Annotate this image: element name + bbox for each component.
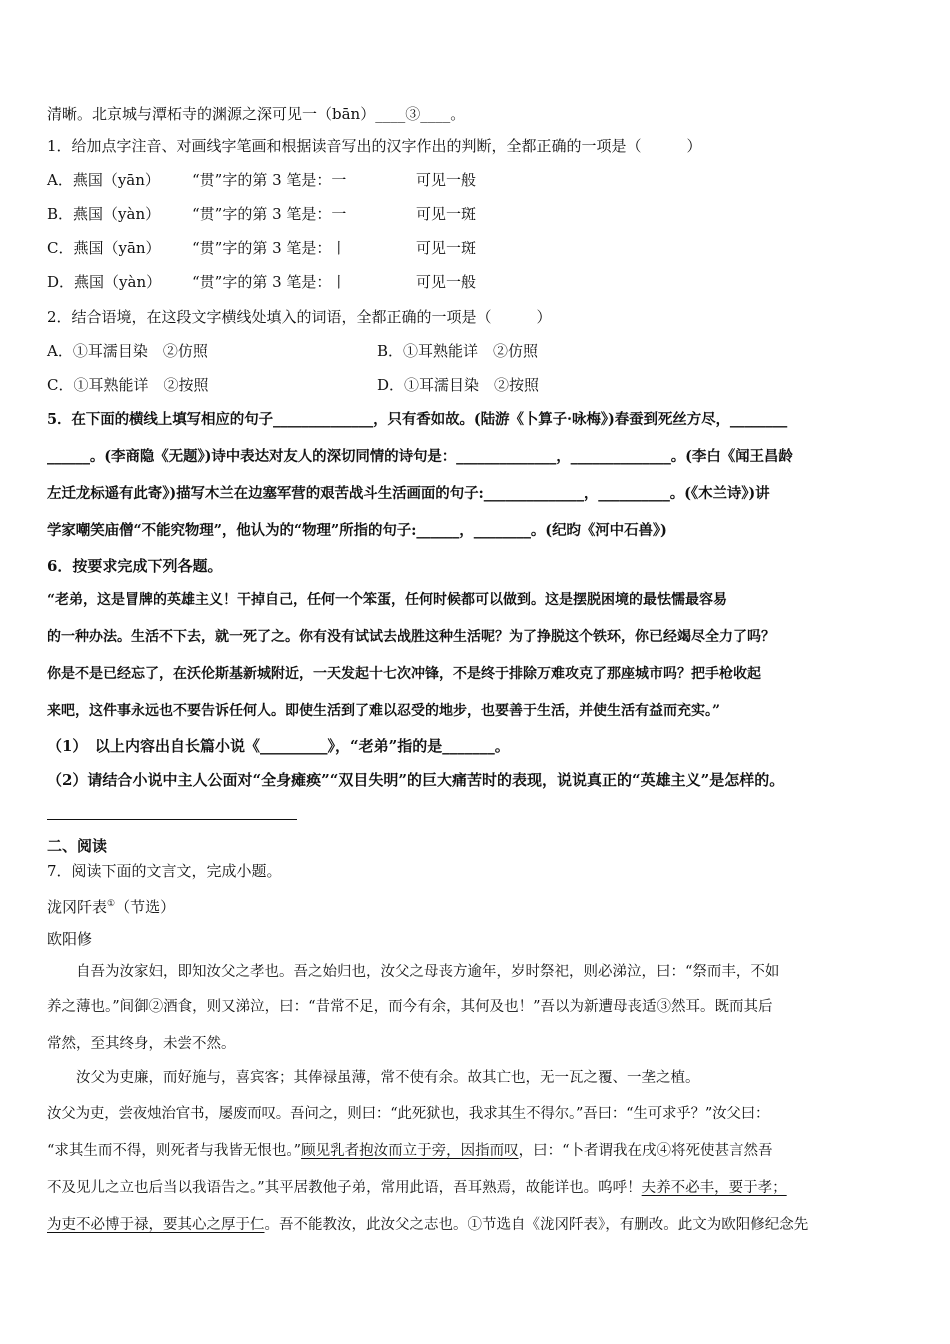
line-3-part-b: ，曰：“卜者谓我在戌④将死使甚言然吾 xyxy=(518,1143,773,1159)
passage-line-4: 来吧，这件事永远也不要告诉任何人。即使生活到了难以忍受的地步，也要善于生活，并使生活有益而充实。” xyxy=(47,703,721,719)
line-5-part-b: 。吾不能教汝，此汝父之志也。①节选自《泷冈阡表》，有删改。此文为欧阳修纪念先 xyxy=(264,1217,809,1233)
title-note: ① xyxy=(107,899,116,909)
question-2-option-c: C．①耳熟能详 ②按照 xyxy=(47,376,209,394)
question-5-line-4: 学家嘲笑庙僧“不能究物理”，他认为的“物理”所指的句子:______，________。(纪昀《河中石兽》) xyxy=(47,522,667,539)
paragraph-2-line-4 xyxy=(47,1178,787,1198)
paragraph-1-line-3: 常然，至其终身，未尝不然。 xyxy=(47,1036,236,1052)
title-main: 泷冈阡表 xyxy=(47,898,108,916)
option-c-stroke: “贯”字的第 3 笔是：丨 xyxy=(192,239,347,257)
option-d-label: D．燕国（yàn） xyxy=(47,273,162,291)
line-4-part-a: 不及见儿之立也后当以我语告之。”其平居教他子弟，常用此语，吾耳熟焉，故能详也。呜呼！ xyxy=(47,1180,642,1196)
question-2-stem: 2．结合语境，在这段文字横线处填入的词语，全都正确的一项是（ ） xyxy=(47,308,552,326)
paragraph-2-line-5 xyxy=(47,1215,808,1235)
option-a-label: A．燕国（yān） xyxy=(47,171,160,189)
paragraph-2-line-1: 汝父为吏廉，而好施与，喜宾客；其俸禄虽薄，常不使有余。故其亡也，无一瓦之覆、一垄之植。 xyxy=(47,1070,700,1086)
option-a-word: 可见一般 xyxy=(416,171,477,189)
question-5-line-2: ______。(李商隐《无题》)诗中表达对友人的深切同情的诗句是：______________，______________。(李白《闻王昌龄 xyxy=(47,448,793,465)
option-d-stroke: “贯”字的第 3 笔是：丨 xyxy=(192,273,347,291)
answer-line xyxy=(47,819,297,820)
question-6-title: 6．按要求完成下列各题。 xyxy=(47,557,223,575)
option-b-stroke: “贯”字的第 3 笔是：一 xyxy=(192,205,347,223)
question-2-option-a: A．①耳濡目染 ②仿照 xyxy=(47,342,208,360)
passage-line-2: 的一种办法。生活不下去，就一死了之。你有没有试试去战胜这种生活呢？为了挣脱这个铁环，你已经竭尽全力了吗？ xyxy=(47,629,775,645)
question-5-line-3: 左迁龙标遥有此寄》)描写木兰在边塞军营的艰苦战斗生活画面的句子:______________，__________。(《木兰诗》)讲 xyxy=(47,485,770,502)
question-2-option-b: B．①耳熟能详 ②仿照 xyxy=(377,342,539,360)
paragraph-1-line-1: 自吾为汝家妇，即知汝父之孝也。吾之始归也，汝父之母丧方逾年，岁时祭祀，则必涕泣，曰：“祭而丰，不如 xyxy=(47,964,780,980)
intro-line: 清晰。北京城与潭柘寺的渊源之深可见一（bān）____③____。 xyxy=(47,105,466,123)
underlined-sentence-2a: 夫养不必丰，要于孝； xyxy=(641,1180,787,1196)
underlined-sentence-1: 顾见乳者抱汝而立于旁，因指而叹 xyxy=(301,1143,519,1159)
question-2-option-d: D．①耳濡目染 ②按照 xyxy=(377,376,540,394)
title-suffix: （节选） xyxy=(115,898,176,916)
classical-text-author: 欧阳修 xyxy=(47,930,93,948)
line-3-part-a: “求其生而不得，则死者与我皆无恨也。” xyxy=(47,1143,302,1159)
question-1-stem: 1．给加点字注音、对画线字笔画和根据读音写出的汉字作出的判断，全都正确的一项是（ ） xyxy=(47,137,702,155)
passage-line-1: “老弟，这是冒牌的英雄主义！干掉自己，任何一个笨蛋，任何时候都可以做到。这是摆脱困境的最怯懦最容易 xyxy=(47,592,728,608)
option-a-stroke: “贯”字的第 3 笔是：一 xyxy=(192,171,347,189)
classical-text-title xyxy=(47,894,175,917)
question-5-line-1: 5．在下面的横线上填写相应的句子______________，只有香如故。(陆游《卜算子·咏梅》)春蚕到死丝方尽，________ xyxy=(47,411,788,428)
option-b-label: B．燕国（yàn） xyxy=(47,205,161,223)
section-2-heading: 二、阅读 xyxy=(47,837,108,855)
passage-line-3: 你是不是已经忘了，在沃伦斯基新城附近，一天发起十七次冲锋，不是终于排除万难攻克了那座城市吗？把手枪收起 xyxy=(47,666,761,682)
paragraph-1-line-2: 养之薄也。”间御②酒食，则又涕泣，曰：“昔常不足，而今有余，其何及也！”吾以为新遭母丧适③然耳。既而其后 xyxy=(47,999,773,1015)
question-6-sub-2: （2）请结合小说中主人公面对“全身瘫痪”“双目失明”的巨大痛苦时的表现，说说真正的“英雄主义”是怎样的。 xyxy=(47,771,785,789)
question-6-sub-1: （1） 以上内容出自长篇小说《_________》，“老弟”指的是_______。 xyxy=(47,737,510,755)
option-d-word: 可见一般 xyxy=(416,273,477,291)
paragraph-2-line-3 xyxy=(47,1141,773,1161)
option-b-word: 可见一斑 xyxy=(416,205,477,223)
option-c-label: C．燕国（yān） xyxy=(47,239,161,257)
paragraph-2-line-2: 汝父为吏，尝夜烛治官书，屡废而叹。吾问之，则曰：“此死狱也，我求其生不得尔。”吾曰：“生可求乎？”汝父曰： xyxy=(47,1106,770,1122)
option-c-word: 可见一斑 xyxy=(416,239,477,257)
underlined-sentence-2b: 为吏不必博于禄，要其心之厚于仁 xyxy=(47,1217,265,1233)
question-7-stem: 7．阅读下面的文言文，完成小题。 xyxy=(47,862,282,880)
